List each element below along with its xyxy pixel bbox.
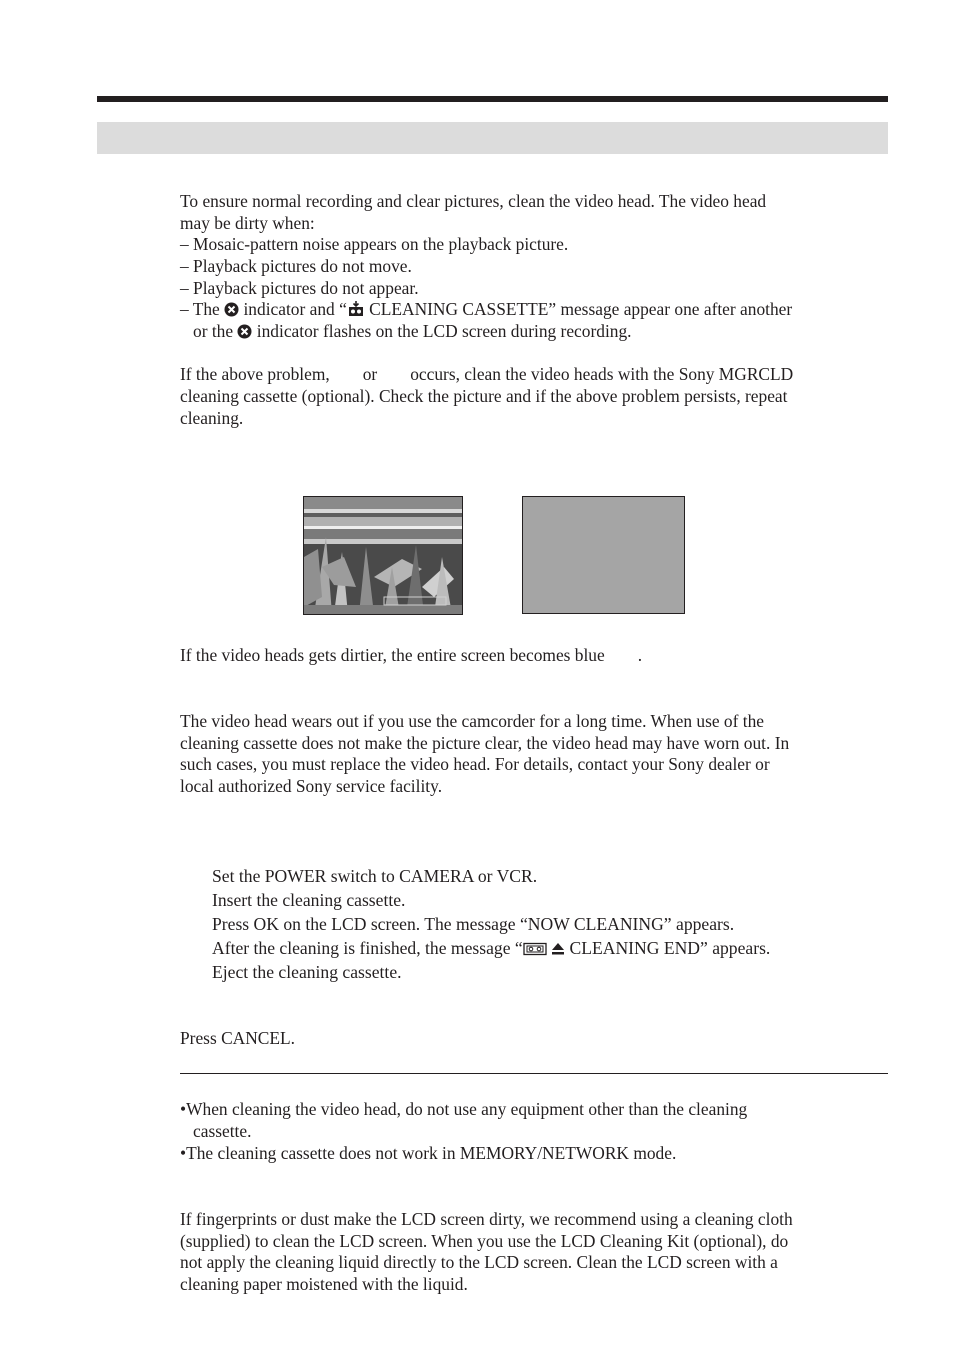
head-clean-warning-icon (237, 324, 252, 339)
mosaic-noise-screen-image (303, 496, 463, 615)
wear-line-1: The video head wears out if you use the camcorder for a long time. When use of the (180, 711, 764, 731)
blue-screen-image (522, 496, 685, 614)
lcd-line-4: cleaning paper moistened with the liquid. (180, 1274, 468, 1294)
eject-icon (551, 942, 565, 956)
cancel-instruction: Press CANCEL. (180, 1028, 295, 1048)
tape-icon (523, 942, 547, 956)
problem-line-2: cleaning cassette (optional). Check the picture and if the above problem persists, repeat (180, 386, 788, 406)
lcd-line-2: (supplied) to clean the LCD screen. When you use the LCD Cleaning Kit (optional), do (180, 1231, 789, 1251)
step-1: Set the POWER switch to CAMERA or VCR. (212, 866, 538, 886)
step-2: Insert the cleaning cassette. (212, 890, 406, 910)
condition-indicator-cont: or the indicator flashes on the LCD screen during recording. (193, 321, 632, 341)
problem-line-1: If the above problem, or occurs, clean the video heads with the Sony MGRCLD (180, 364, 794, 384)
problem-line-3: cleaning. (180, 408, 244, 428)
section-heading-band (97, 122, 888, 154)
step-3: Press OK on the LCD screen. The message “NOW CLEANING” appears. (212, 914, 735, 934)
note-1-cont: cassette. (193, 1121, 252, 1141)
mosaic-noise-picture (304, 497, 462, 614)
top-rule (97, 96, 888, 102)
note-2: •The cleaning cassette does not work in MEMORY/NETWORK mode. (180, 1143, 677, 1163)
head-clean-warning-icon (224, 302, 239, 317)
wear-line-2: cleaning cassette does not make the picture clear, the video head may have worn out. In (180, 733, 790, 753)
note-1: •When cleaning the video head, do not use any equipment other than the cleaning (180, 1099, 748, 1119)
condition-no-appear: – Playback pictures do not appear. (180, 278, 419, 298)
wear-line-3: such cases, you must replace the video head. For details, contact your Sony dealer or (180, 754, 770, 774)
intro-line-2: may be dirty when: (180, 213, 315, 233)
step-4: After the cleaning is finished, the message “ CLEANING END” appears. (212, 938, 771, 958)
wear-line-4: local authorized Sony service facility. (180, 776, 443, 796)
intro-line-1: To ensure normal recording and clear pictures, clean the video head. The video head (180, 191, 767, 211)
step-5: Eject the cleaning cassette. (212, 962, 402, 982)
condition-no-move: – Playback pictures do not move. (180, 256, 412, 276)
condition-mosaic: – Mosaic-pattern noise appears on the playback picture. (180, 234, 569, 254)
blue-note: If the video heads gets dirtier, the entire screen becomes blue . (180, 645, 643, 665)
cleaning-cassette-icon (347, 300, 365, 317)
lcd-line-1: If fingerprints or dust make the LCD screen dirty, we recommend using a cleaning cloth (180, 1209, 793, 1229)
lcd-line-3: not apply the cleaning liquid directly to the LCD screen. Clean the LCD screen with a (180, 1252, 778, 1272)
notes-divider (180, 1073, 888, 1074)
condition-indicator: – The indicator and “ CLEANING CASSETTE” message appear one after another (180, 299, 793, 319)
